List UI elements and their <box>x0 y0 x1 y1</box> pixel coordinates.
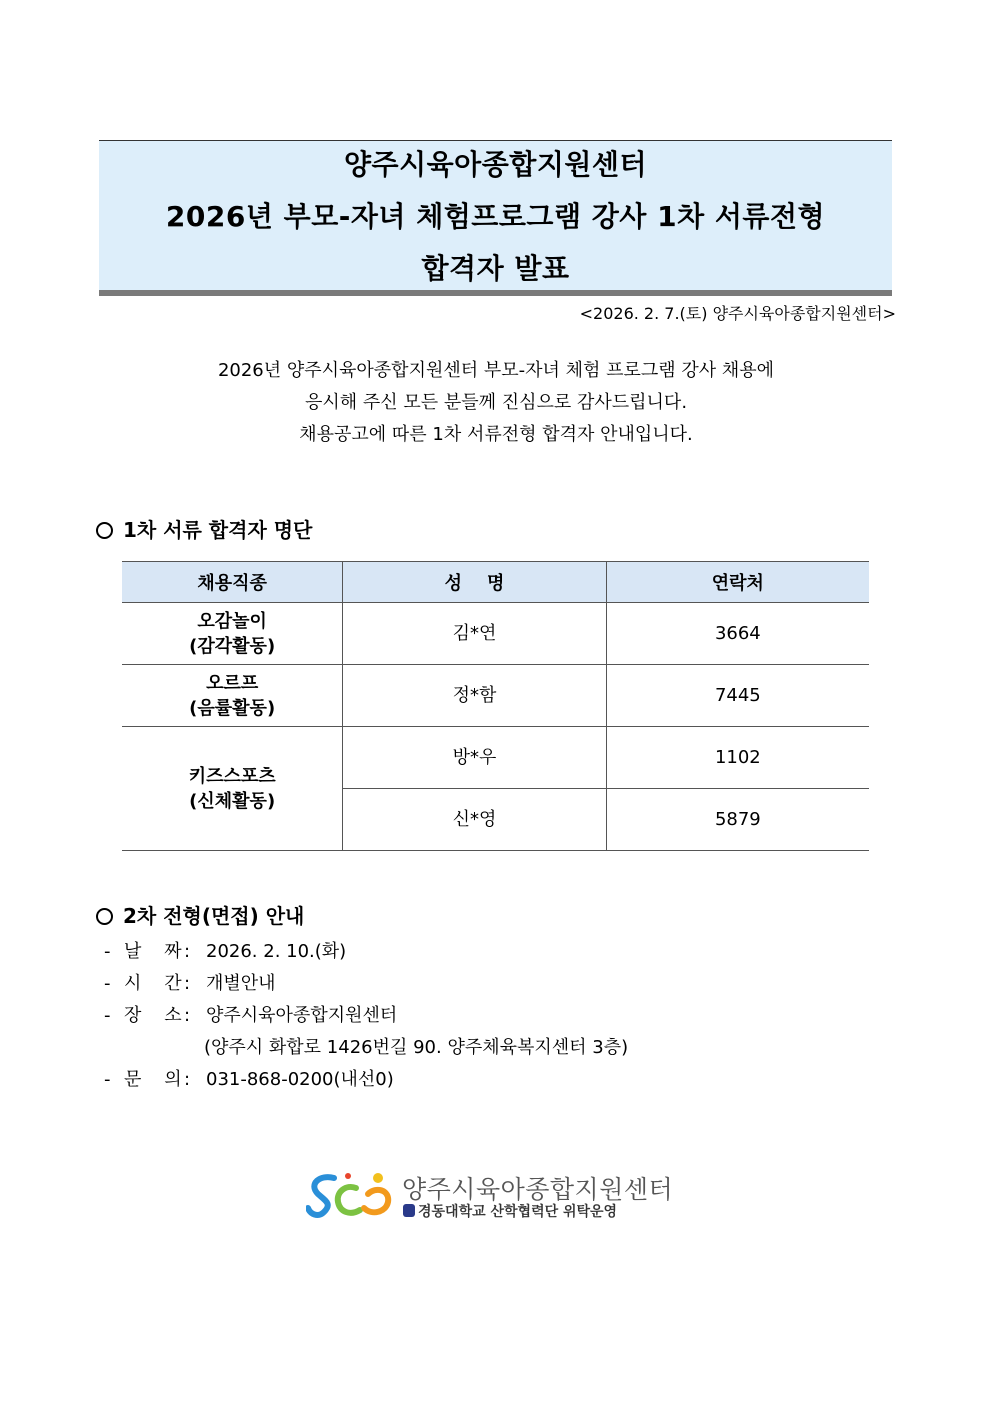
colon: : <box>184 1005 191 1026</box>
name-cell: 신*영 <box>343 789 606 851</box>
info-label: 장 소 <box>124 1005 182 1026</box>
center-logo <box>306 1168 690 1224</box>
title-line-3: 합격자 발표 <box>421 252 570 285</box>
info-value: 031-868-0200(내선0) <box>206 1069 394 1090</box>
colon: : <box>184 941 191 962</box>
info-label: 시 간 <box>124 973 182 994</box>
dash-bullet: - <box>104 941 111 962</box>
info-label: 문 의 <box>124 1069 182 1090</box>
table-row <box>122 603 869 665</box>
name-cell: 방*우 <box>343 727 606 789</box>
intro-paragraph <box>0 355 992 451</box>
interview-info <box>104 936 628 1096</box>
job-sub: (감각활동) <box>189 635 276 657</box>
logo-sub: 경동대학교 산학협력단 위탁운영 <box>418 1204 618 1220</box>
column-header-contact: 연락처 <box>606 562 869 603</box>
university-seal-icon <box>403 1204 415 1217</box>
section-heading-interview-text: 2차 전형(면접) 안내 <box>123 904 305 928</box>
job-cell <box>122 727 343 851</box>
job-cell <box>122 665 343 727</box>
info-row-date <box>104 936 628 968</box>
info-value: 2026. 2. 10.(화) <box>206 941 347 962</box>
dash-bullet: - <box>104 1069 111 1090</box>
dash-bullet: - <box>104 1005 111 1026</box>
intro-line-3: 채용공고에 따른 1차 서류전형 합격자 안내입니다. <box>299 424 693 445</box>
info-address: (양주시 화합로 1426번길 90. 양주체육복지센터 3층) <box>204 1037 629 1058</box>
dash-bullet: - <box>104 973 111 994</box>
contact-cell: 1102 <box>606 727 869 789</box>
contact-cell: 3664 <box>606 603 869 665</box>
colon: : <box>184 973 191 994</box>
section-heading-interview <box>96 902 304 930</box>
section-heading-passers-text: 1차 서류 합격자 명단 <box>123 518 313 542</box>
job-name: 키즈스포츠 <box>188 765 276 787</box>
job-sub: (음률활동) <box>189 697 276 719</box>
info-value: 개별안내 <box>206 973 276 994</box>
colon: : <box>184 1069 191 1090</box>
info-label: 날 짜 <box>124 941 182 962</box>
title-line-1: 양주시육아종합지원센터 <box>343 148 648 181</box>
title-box <box>99 140 892 296</box>
info-row-place <box>104 1000 628 1032</box>
job-sub: (신체활동) <box>189 790 276 812</box>
info-row-contact <box>104 1064 628 1096</box>
circle-bullet-icon <box>96 908 113 925</box>
table-header-row <box>122 562 869 603</box>
logo-name: 양주시육아종합지원센터 <box>402 1175 674 1204</box>
center-logo-icon <box>306 1168 396 1224</box>
column-header-name: 성 명 <box>343 562 606 603</box>
contact-cell: 7445 <box>606 665 869 727</box>
info-row-time <box>104 968 628 1000</box>
announcement-date: <2026. 2. 7.(토) 양주시육아종합지원센터> <box>579 304 896 323</box>
table-row <box>122 665 869 727</box>
section-heading-passers <box>96 516 312 544</box>
job-cell <box>122 603 343 665</box>
intro-line-2: 응시해 주신 모든 분들께 진심으로 감사드립니다. <box>304 392 688 413</box>
name-cell: 김*연 <box>343 603 606 665</box>
circle-bullet-icon <box>96 522 113 539</box>
job-name: 오르프 <box>206 672 259 694</box>
intro-line-1: 2026년 양주시육아종합지원센터 부모-자녀 체험 프로그램 강사 채용에 <box>217 360 775 381</box>
passers-table <box>122 561 869 851</box>
column-header-job: 채용직종 <box>122 562 343 603</box>
contact-cell: 5879 <box>606 789 869 851</box>
table-row <box>122 727 869 789</box>
info-value: 양주시육아종합지원센터 <box>206 1005 398 1026</box>
job-name: 오감놀이 <box>197 610 267 632</box>
name-cell: 정*함 <box>343 665 606 727</box>
title-line-2: 2026년 부모-자녀 체험프로그램 강사 1차 서류전형 <box>165 200 826 233</box>
